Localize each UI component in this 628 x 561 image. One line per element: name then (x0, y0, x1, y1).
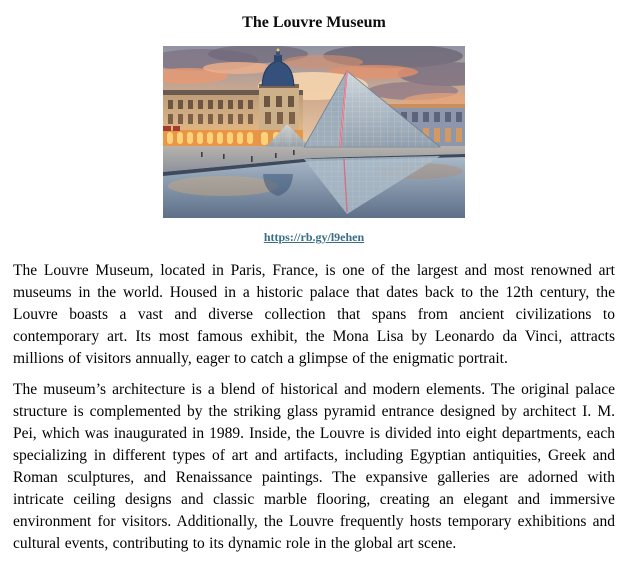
image-source-link[interactable]: https://rb.gy/l9ehen (263, 230, 365, 244)
page-title: The Louvre Museum (242, 14, 386, 31)
paragraph-overview: The Louvre Museum, located in Paris, France, is one of the largest and most renowned art museums in the world. Housed in a historic palace that dates back to the 12th century, the Louvre boasts a vast and diverse collection that spans from ancient civilizations to contemporary art. Its most famous exhibit, the Mona Lisa by Leonardo da Vinci, attracts millions of visitors annually, eager to catch a glimpse of the enigmatic portrait. (13, 262, 615, 367)
paragraph-architecture: The museum’s architecture is a blend of historical and modern elements. The original palace structure is complemented by the striking glass pyramid entrance designed by architect I. M. Pei, which was inaugurated in 1989. Inside, the Louvre is divided into eight departments, each specializing in different types of art and artifacts, including Egyptian antiquities, Greek and Roman sculptures, and Renaissance paintings. The expansive galleries are adorned with intricate ceiling designs and classic marble flooring, creating an elegant and immersive environment for visitors. Additionally, the Louvre frequently hosts temporary exhibitions and cultural events, contributing to its dynamic role in the global art scene. (13, 381, 615, 552)
image-source-row (13, 230, 615, 244)
louvre-photo (163, 46, 465, 218)
louvre-photo-graphic (163, 46, 465, 218)
